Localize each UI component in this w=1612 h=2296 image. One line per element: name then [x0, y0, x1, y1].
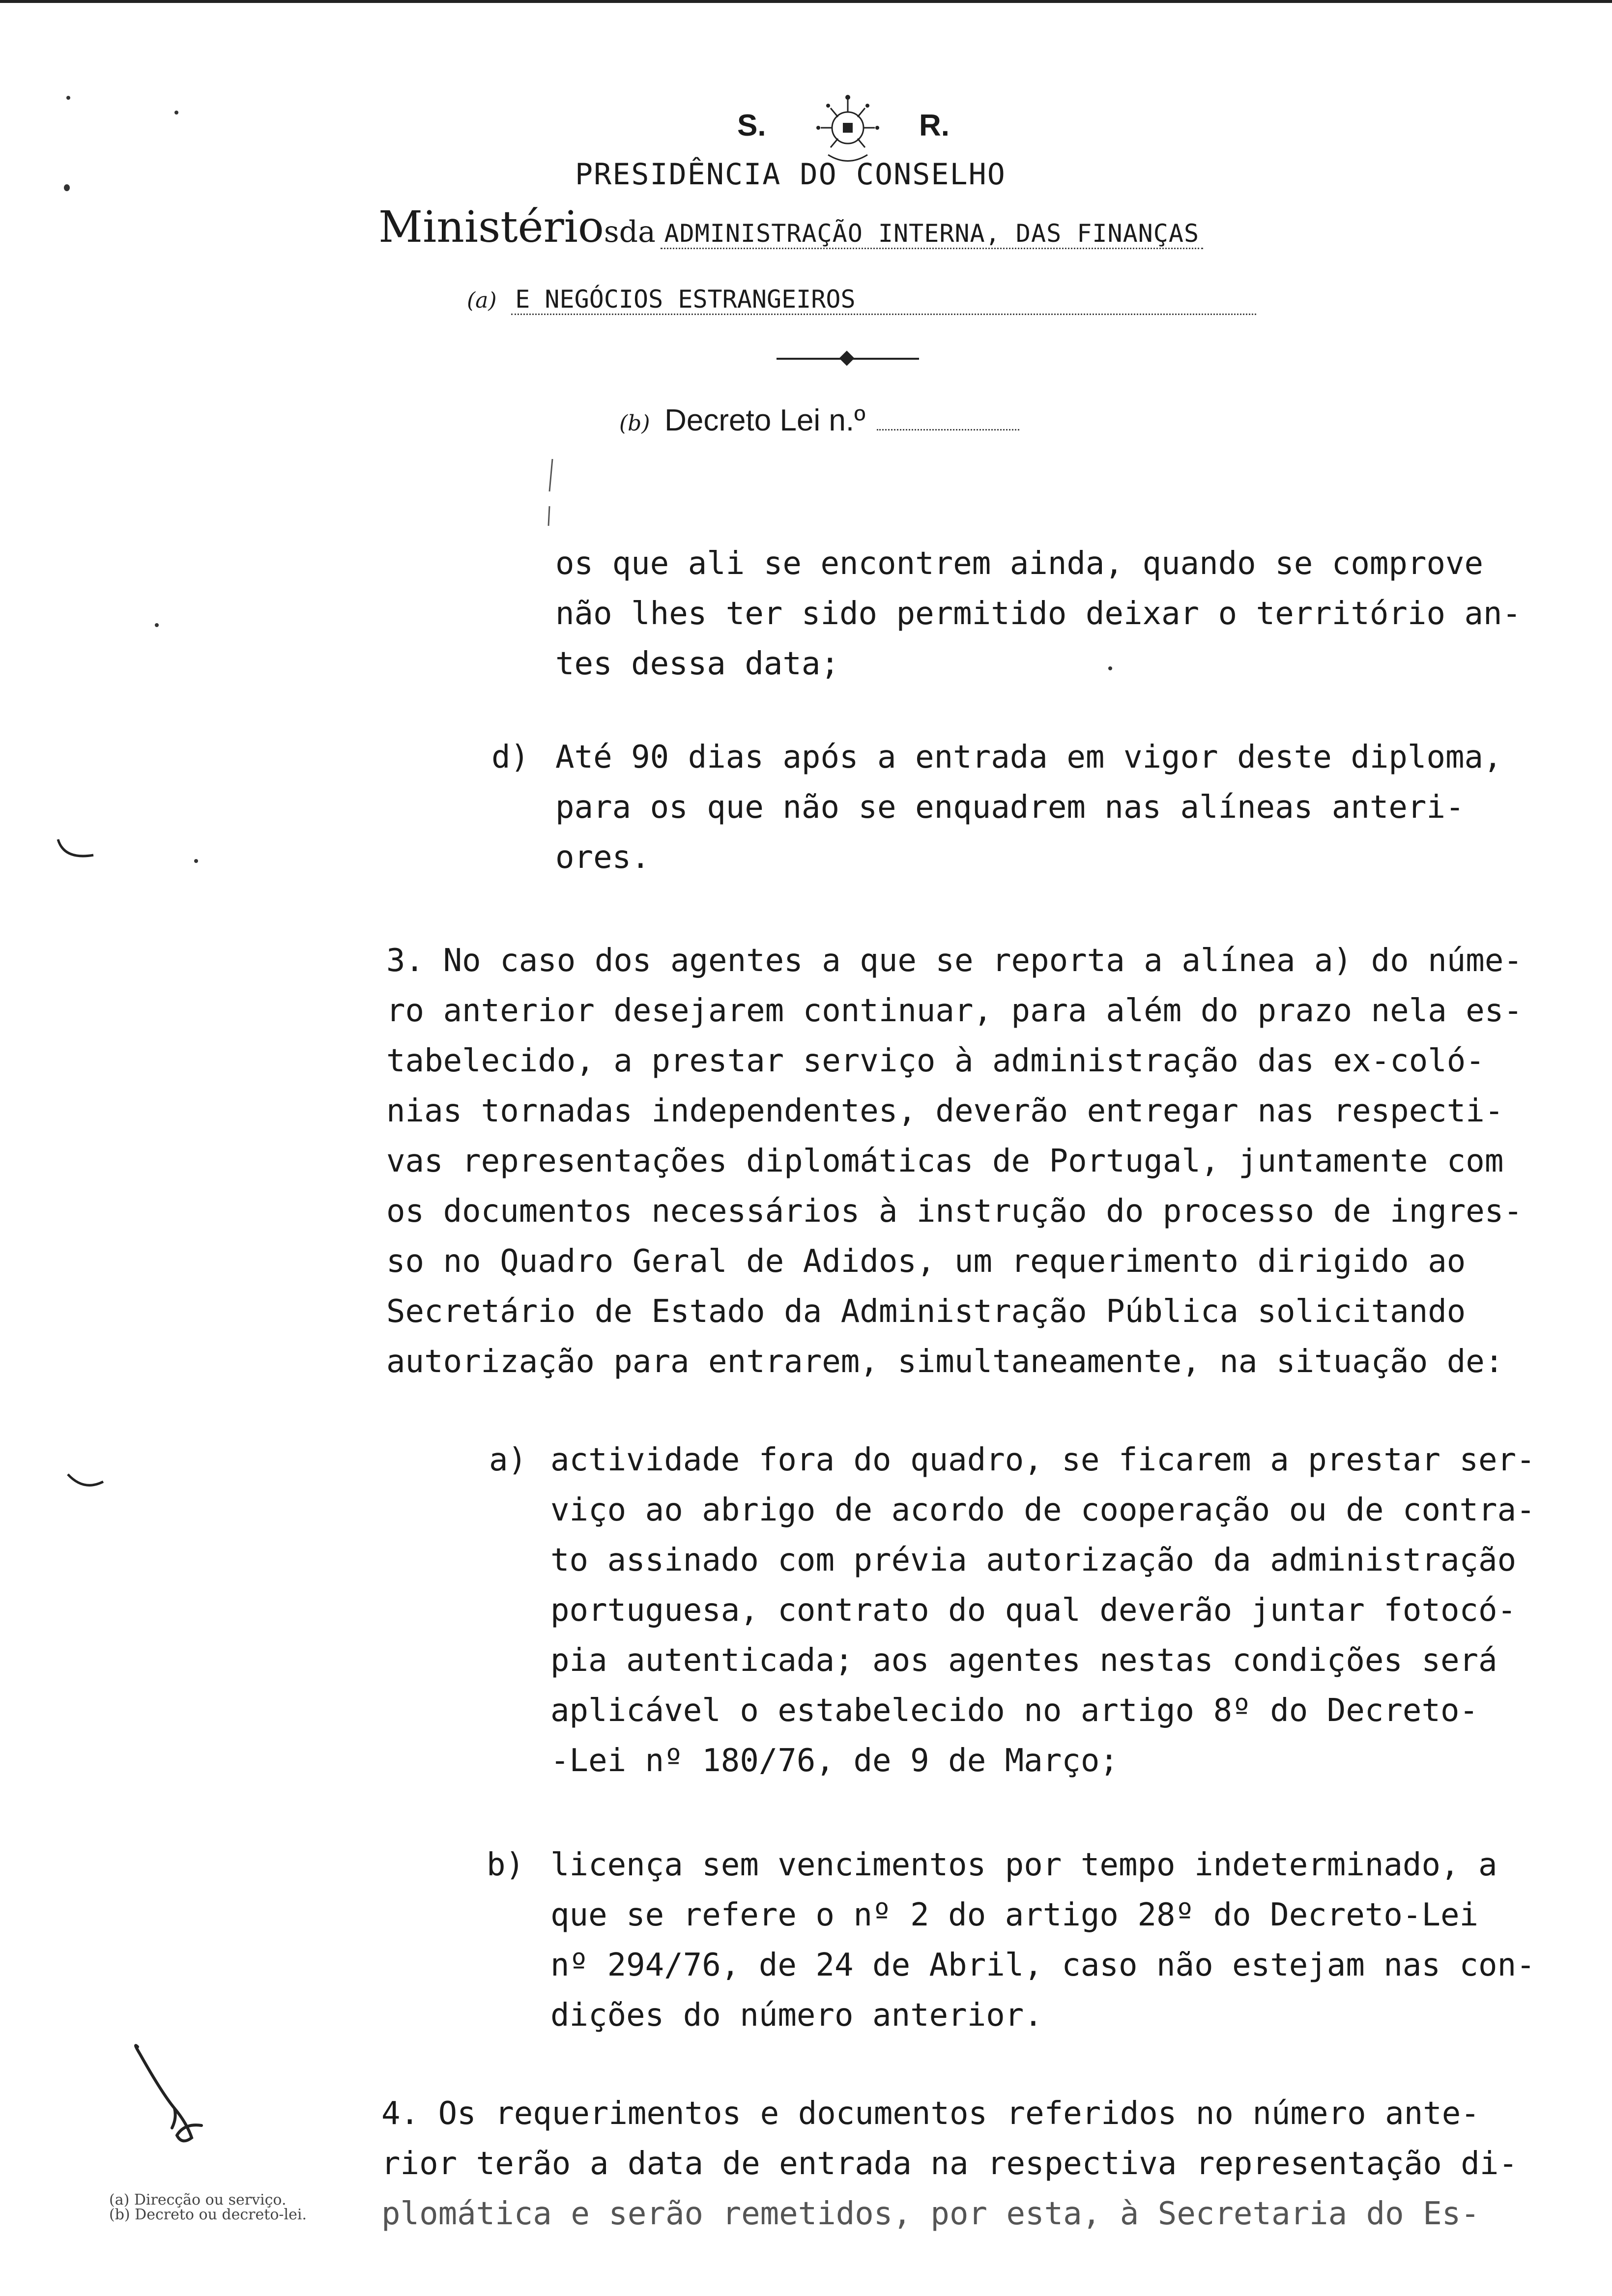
text-line: portuguesa, contrato do qual deverão juntar fotocó-: [550, 1592, 1517, 1629]
ministerio-plural-suffix: s: [604, 215, 619, 249]
margin-speck: [155, 623, 159, 627]
item-d-marker: d): [491, 739, 530, 775]
paragraph-4: [381, 2089, 1518, 2189]
text-line: Secretário de Estado da Administração Pública solicitando: [386, 1293, 1466, 1330]
text-line: 3. No caso dos agentes a que se reporta a alínea a) do núme-: [386, 943, 1523, 979]
text-line: que se refere o nº 2 do artigo 28º do Decreto-Lei: [550, 1897, 1479, 1933]
text-line: licença sem vencimentos por tempo indeterminado, a: [550, 1847, 1497, 1883]
paragraph-4-last-line: plomática e serão remetidos, por esta, à Secretaria do Es-: [381, 2196, 1480, 2232]
decreto-label: Decreto Lei n.º: [664, 403, 865, 437]
continuation-block: [555, 539, 1521, 689]
text-line: para os que não se enquadrem nas alíneas anteri-: [555, 789, 1465, 826]
text-line: aplicável o estabelecido no artigo 8º do Decreto-: [550, 1693, 1479, 1729]
footnote-b: (b) Decreto ou decreto-lei.: [109, 2206, 307, 2223]
ministerio-label: Ministério: [378, 201, 604, 252]
margin-speck: [1108, 666, 1112, 670]
ministerio-value: ADMINISTRAÇÃO INTERNA, DAS FINANÇAS: [661, 219, 1204, 249]
line-b: [619, 403, 1019, 438]
footnote-a: (a) Direcção ou serviço.: [109, 2191, 287, 2209]
line-a: [467, 285, 1256, 315]
text-line: autorização para entrarem, simultaneamente, na situação de:: [386, 1344, 1504, 1380]
text-line: nias tornadas independentes, deverão entregar nas respecti-: [386, 1093, 1504, 1129]
coat-of-arms-icon: [801, 93, 894, 167]
text-line: ro anterior desejarem continuar, para além do prazo nela es-: [386, 993, 1523, 1029]
decreto-number-blank: [877, 404, 1019, 430]
presidencia-heading: PRESIDÊNCIA DO CONSELHO: [575, 157, 1006, 192]
margin-speck: [174, 111, 178, 115]
footnotes: [109, 2193, 307, 2222]
text-line: vas representações diplomáticas de Portugal, juntamente com: [386, 1143, 1504, 1179]
text-line: 4. Os requerimentos e documentos referidos no número ante-: [381, 2095, 1480, 2132]
top-edge-rule: [0, 0, 1612, 3]
ministerio-line: [378, 201, 1203, 252]
text-line: -Lei nº 180/76, de 9 de Março;: [550, 1743, 1119, 1779]
text-line: pia autenticada; aos agentes nestas condições será: [550, 1642, 1497, 1679]
text-line: tabelecido, a prestar serviço à administração das ex-coló-: [386, 1043, 1485, 1079]
margin-speck: [64, 184, 70, 191]
letterhead-seal: [737, 93, 973, 167]
text-line: nº 294/76, de 24 de Abril, caso não estejam nas con-: [550, 1947, 1535, 1983]
handwritten-mark-icon: [128, 2039, 216, 2152]
text-line: ores.: [555, 839, 650, 876]
pencil-stroke-mark-icon: [546, 457, 555, 531]
line-a-prefix: (a): [467, 288, 497, 313]
text-line: to assinado com prévia autorização da administração: [550, 1542, 1517, 1578]
text-line: so no Quadro Geral de Adidos, um requerimento dirigido ao: [386, 1243, 1466, 1280]
margin-speck: [66, 96, 70, 100]
text-line: dições do número anterior.: [550, 1997, 1043, 2034]
item-a-block: [550, 1435, 1535, 1786]
text-line: os documentos necessários à instrução do processo de ingres-: [386, 1193, 1523, 1230]
text-line: não lhes ter sido permitido deixar o território an-: [555, 596, 1522, 632]
item-d-block: [555, 732, 1502, 883]
line-b-prefix: (b): [619, 411, 650, 436]
margin-curve-mark-icon: [64, 1469, 108, 1494]
item-a-marker: a): [489, 1442, 527, 1478]
text-line: Até 90 dias após a entrada em vigor deste diploma,: [555, 739, 1502, 775]
text-line: os que ali se encontrem ainda, quando se comprove: [555, 545, 1484, 582]
item-b-marker: b): [487, 1847, 525, 1883]
line-a-value: E NEGÓCIOS ESTRANGEIROS: [511, 285, 1256, 315]
text-line: viço ao abrigo de acordo de cooperação ou de contra-: [550, 1492, 1535, 1528]
margin-speck: [194, 859, 198, 863]
text-line: tes dessa data;: [555, 646, 839, 682]
seal-right-letter: R.: [919, 109, 950, 143]
divider-diamond-icon: [839, 350, 854, 366]
paragraph-3: [386, 936, 1523, 1387]
text-line: actividade fora do quadro, se ficarem a prestar ser-: [550, 1442, 1535, 1478]
seal-left-letter: S.: [737, 109, 766, 143]
item-b-block: [550, 1840, 1535, 2040]
ministerio-da: da: [619, 215, 656, 249]
margin-curve-mark-icon: [54, 835, 98, 865]
text-line: rior terão a data de entrada na respectiva representação di-: [381, 2146, 1518, 2182]
